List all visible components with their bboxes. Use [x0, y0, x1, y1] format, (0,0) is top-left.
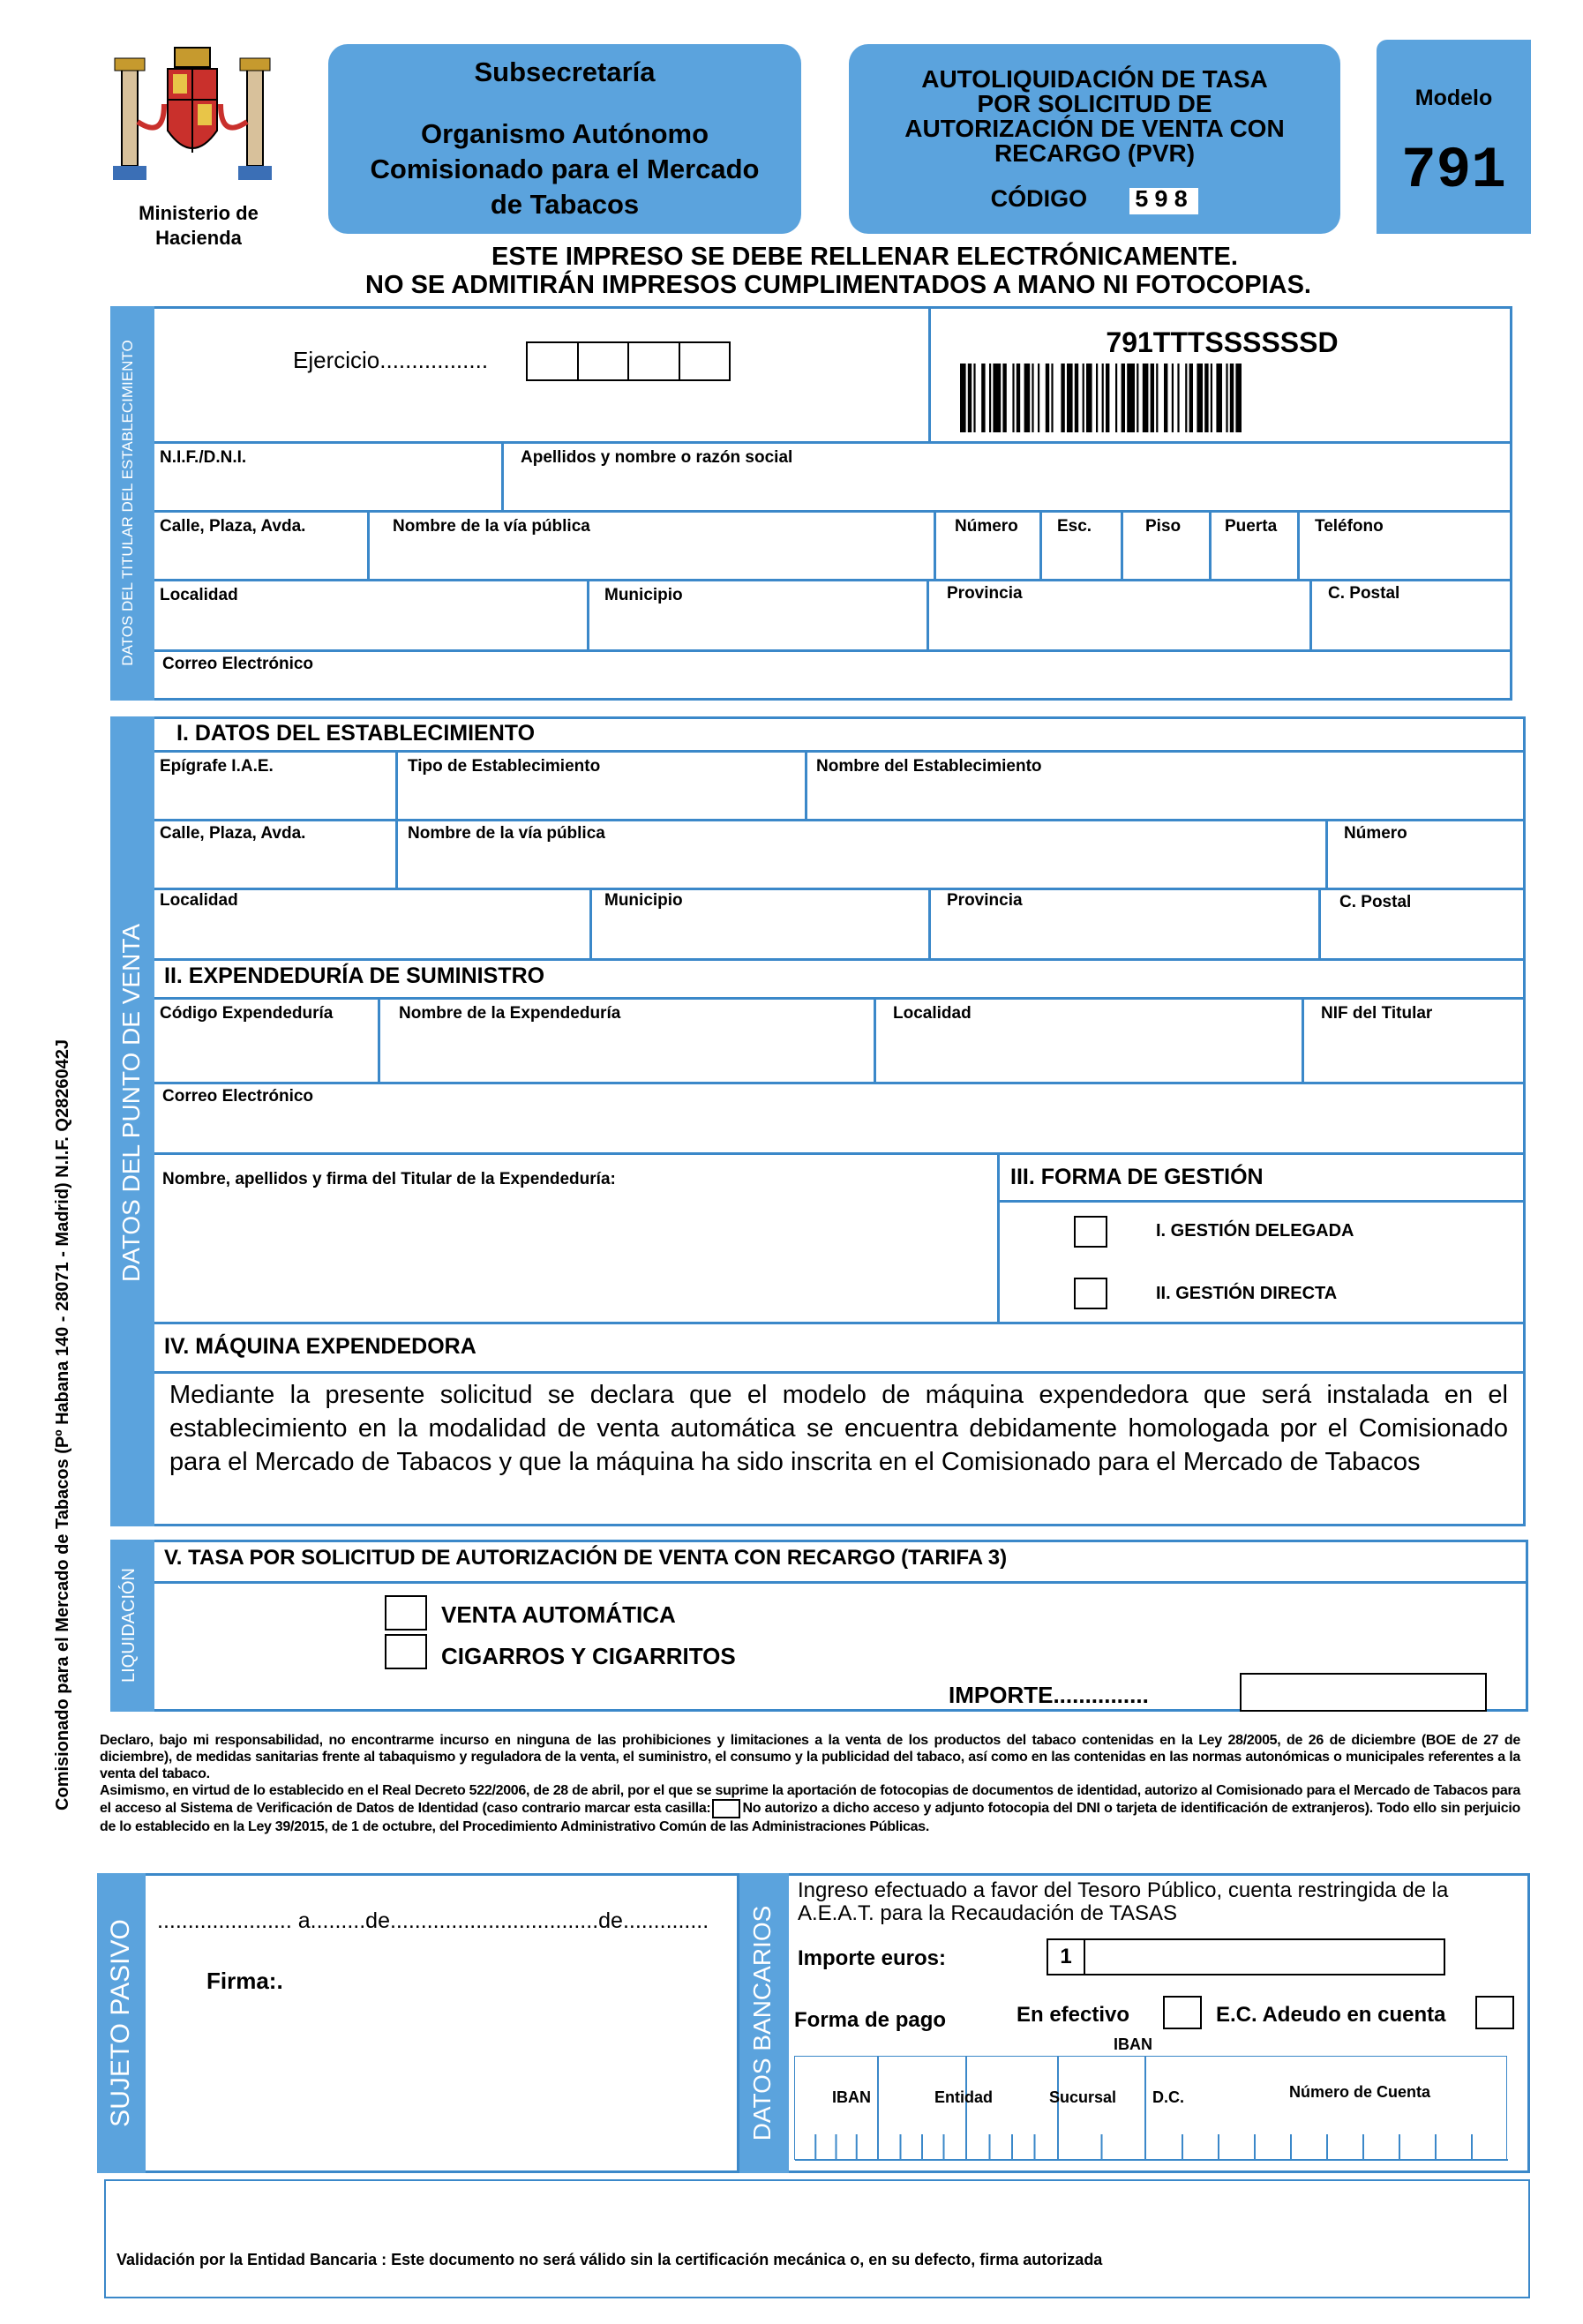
nombre-est-label: Nombre del Establecimiento	[816, 757, 1042, 776]
ejercicio-digit-1[interactable]	[528, 343, 579, 379]
sucursal-col: Sucursal	[1049, 2088, 1117, 2106]
subsec-line1: Subsecretaría	[474, 56, 656, 87]
barcode	[960, 364, 1482, 432]
venta-automatica-checkbox[interactable]	[385, 1595, 427, 1631]
subsec-line4: de Tabacos	[490, 189, 640, 220]
numero2-label: Número	[1344, 824, 1407, 843]
no-autorizo-checkbox[interactable]	[712, 1799, 740, 1818]
via2-label: Nombre de la vía pública	[408, 824, 605, 843]
cuenta-table	[794, 2056, 1507, 2160]
apellidos-label: Apellidos y nombre o razón social	[521, 448, 793, 467]
provincia-label: Provincia	[947, 584, 1023, 603]
localidad-label: Localidad	[160, 586, 238, 604]
cuenta-col: Número de Cuenta	[1289, 2083, 1431, 2101]
numero-label: Número	[955, 517, 1018, 536]
gestion-delegada-label: I. GESTIÓN DELEGADA	[1156, 1221, 1354, 1241]
importe-label: IMPORTE...............	[949, 1682, 1149, 1708]
ejercicio-digit-2[interactable]	[579, 343, 630, 379]
coat-of-arms	[106, 42, 279, 194]
puerta-label: Puerta	[1225, 517, 1278, 536]
modelo-box	[1377, 40, 1531, 234]
telefono-label: Teléfono	[1315, 517, 1384, 536]
validacion-text: Validación por la Entidad Bancaria : Este documento no será válido sin la certificación mecánica o, en su defecto, firma autorizada	[116, 2251, 1103, 2268]
nif-label: N.I.F./D.N.I.	[160, 448, 247, 467]
validacion-frame	[104, 2179, 1530, 2298]
nombre-exp-label: Nombre de la Expendeduría	[399, 1004, 621, 1023]
gestion-delegada-checkbox[interactable]	[1074, 1216, 1107, 1248]
esc-label: Esc.	[1057, 517, 1092, 536]
subsec-line3: Comisionado para el Mercado	[370, 154, 760, 184]
title-line1: AUTOLIQUIDACIÓN DE TASA	[921, 65, 1268, 93]
importe-euros-input[interactable]	[1047, 1938, 1445, 1975]
cpostal2-label: C. Postal	[1339, 893, 1412, 911]
s1-title: I. DATOS DEL ESTABLECIMIENTO	[176, 721, 536, 746]
adeudo-checkbox[interactable]	[1475, 1996, 1514, 2029]
declaracion-p2a: Asimismo, en virtud de lo establecido en el Real Decreto 522/2006, de 28 de abril, por el que se suprime la aportación de fotocopias de documentos de identidad, autorizo al Comisionado para el Mercado de Tabacos para el acceso al Sistema de Verificación de Datos de Identidad (caso contrario marcar esta casilla:	[100, 1783, 1520, 1817]
iban-top-label: IBAN	[1114, 2035, 1152, 2053]
cigarros-label: CIGARROS Y CIGARRITOS	[441, 1643, 736, 1669]
apellidos-input[interactable]	[505, 468, 1511, 508]
ejercicio-input[interactable]	[526, 341, 731, 381]
titular-side-label: DATOS DEL TITULAR DEL ESTABLECIMIENTO	[119, 340, 136, 666]
correo-label: Correo Electrónico	[162, 655, 314, 673]
piso-label: Piso	[1145, 517, 1182, 536]
firma-label: Firma:.	[206, 1968, 283, 1994]
modelo-value: 791	[1401, 138, 1506, 204]
correo2-label: Correo Electrónico	[162, 1087, 314, 1106]
efectivo-label: En efectivo	[1017, 2003, 1130, 2027]
efectivo-checkbox[interactable]	[1163, 1996, 1202, 2029]
ejercicio-label: Ejercicio.................	[293, 347, 489, 373]
notice-line1: ESTE IMPRESO SE DEBE RELLENAR ELECTRÓNICAMENTE.	[491, 243, 1238, 271]
entidad-col: Entidad	[934, 2088, 993, 2106]
fecha-line[interactable]: ...................... a.........de..................................de..............	[157, 1908, 709, 1933]
importe-euros-value: 1	[1048, 1940, 1085, 1974]
title-box	[849, 44, 1340, 234]
via-label: Nombre de la vía pública	[393, 517, 590, 536]
ejercicio-digit-3[interactable]	[629, 343, 680, 379]
s4-title: IV. MÁQUINA EXPENDEDORA	[164, 1334, 476, 1359]
punto-side-label: DATOS DEL PUNTO DE VENTA	[117, 923, 145, 1283]
localidad2-label: Localidad	[160, 891, 238, 910]
epigrafe-label: Epígrafe I.A.E.	[160, 757, 274, 776]
ejercicio-digit-4[interactable]	[680, 343, 730, 379]
liquidacion-side-label: LIQUIDACIÓN	[119, 1567, 139, 1683]
s2-title: II. EXPENDEDURÍA DE SUMINISTRO	[164, 963, 545, 988]
barcode-text: 791TTTSSSSSSD	[1106, 326, 1339, 358]
forma-pago-label: Forma de pago	[794, 2008, 947, 2032]
nif-input[interactable]	[157, 468, 499, 508]
liquidacion-title: V. TASA POR SOLICITUD DE AUTORIZACIÓN DE VENTA CON RECARGO (TARIFA 3)	[164, 1546, 1008, 1570]
bancarios-side-label: DATOS BANCARIOS	[748, 1905, 776, 2141]
subsecretaria-box	[328, 44, 801, 234]
gestion-directa-label: II. GESTIÓN DIRECTA	[1156, 1284, 1338, 1303]
cpostal-label: C. Postal	[1328, 584, 1400, 603]
firma-titular-label: Nombre, apellidos y firma del Titular de la Expendeduría:	[162, 1170, 616, 1188]
dc-col: D.C.	[1152, 2088, 1184, 2106]
localidad3-label: Localidad	[893, 1004, 972, 1023]
modelo-label: Modelo	[1414, 86, 1493, 110]
subsec-line2: Organismo Autónomo	[420, 118, 709, 149]
title-line4: RECARGO (PVR)	[994, 139, 1196, 167]
municipio2-label: Municipio	[604, 891, 683, 910]
codigo-exp-label: Código Expendeduría	[160, 1004, 334, 1023]
cigarros-checkbox[interactable]	[385, 1634, 427, 1669]
provincia2-label: Provincia	[947, 891, 1023, 910]
declaracion-p1: Declaro, bajo mi responsabilidad, no encontrarme incurso en ninguna de las prohibiciones y limitaciones a la venta de los productos del tabaco contenidas en la Ley 28/2005, de 26 de diciembre (BOE de 27 de diciembre), de medidas sanitarias frente al tabaquismo y reguladora de la venta, el suministro, el consumo y la publicidad del tabaco, así como en las contenidas en las normas autonómicas o municipales referentes a la venta del tabaco.	[100, 1733, 1520, 1781]
notice-line2: NO SE ADMITIRÁN IMPRESOS CUMPLIMENTADOS A MANO NI FOTOCOPIAS.	[365, 271, 1311, 299]
tipo-label: Tipo de Establecimiento	[408, 757, 601, 776]
s3-title: III. FORMA DE GESTIÓN	[1010, 1165, 1264, 1189]
nif-titular-label: NIF del Titular	[1321, 1004, 1433, 1023]
calle2-label: Calle, Plaza, Avda.	[160, 824, 306, 843]
gestion-directa-checkbox[interactable]	[1074, 1278, 1107, 1309]
venta-automatica-label: VENTA AUTOMÁTICA	[441, 1601, 676, 1628]
side-address-text: Comisionado para el Mercado de Tabacos (Pº Habana 140 - 28071 - Madrid) N.I.F. Q2826042J	[53, 1039, 72, 1810]
maquina-text: Mediante la presente solicitud se declara que el modelo de máquina expendedora que será instalada en el establecimiento en la modalidad de venta automática se encuentra debidamente homologada por el Comisionado para el Mercado de Tabacos y que la máquina ha sido inscrita en el Comisionado para el Mercado de Tabacos	[169, 1381, 1508, 1476]
calle-label: Calle, Plaza, Avda.	[160, 517, 306, 536]
sujeto-side-label: SUJETO PASIVO	[106, 1919, 135, 2127]
municipio-label: Municipio	[604, 586, 683, 604]
adeudo-label: E.C. Adeudo en cuenta	[1216, 2003, 1446, 2027]
codigo-value: 598	[1129, 188, 1199, 214]
iban-col: IBAN	[832, 2088, 871, 2106]
ministry-name: Ministerio de Hacienda	[139, 202, 259, 249]
title-line3: AUTORIZACIÓN DE VENTA CON	[904, 115, 1285, 142]
declaracion-p2b: No autorizo a dicho acceso y adjunto fotocopia del DNI o tarjeta de identificación de extranjeros). Todo ello sin perjuicio de lo establecido en la Ley 39/2015, de 1 de octubre, del Procedimiento Administrativo Común de las Administraciones Públicas.	[100, 1801, 1520, 1834]
declaracion-text	[100, 1732, 1520, 1835]
codigo-label: CÓDIGO	[990, 185, 1088, 212]
importe-euros-label: Importe euros:	[798, 1946, 947, 1970]
importe-input[interactable]	[1240, 1673, 1487, 1712]
cuenta-digit-ticks[interactable]	[795, 2127, 1508, 2161]
title-line2: POR SOLICITUD DE	[977, 90, 1212, 117]
ingreso-text: Ingreso efectuado a favor del Tesoro Público, cuenta restringida de la A.E.A.T. para la Recaudación de TASAS	[798, 1878, 1449, 1925]
